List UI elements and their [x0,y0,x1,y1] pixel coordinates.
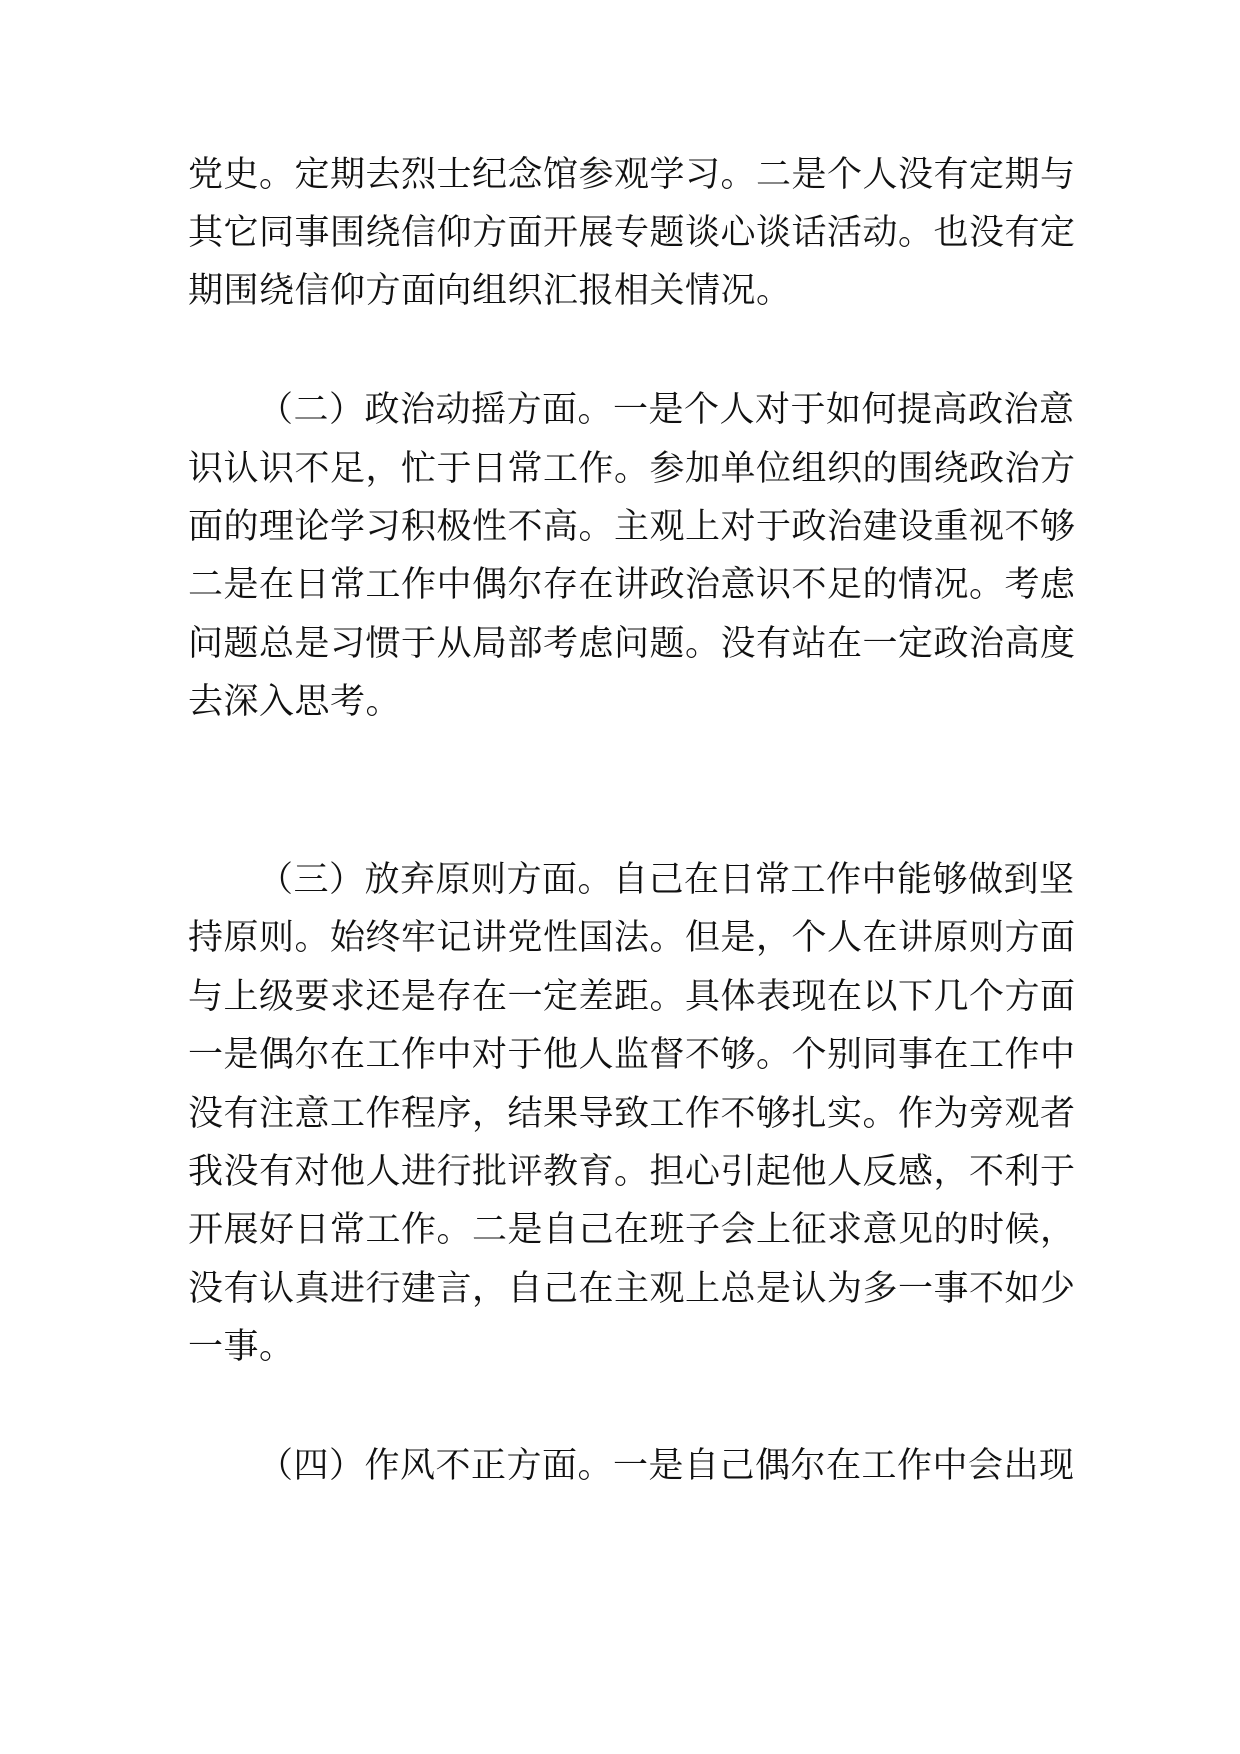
paragraph-3-line-2: 持原则。始终牢记讲党性国法。但是，个人在讲原则方面 [188,918,1076,958]
paragraph-4-line-1: （四）作风不正方面。一是自己偶尔在工作中会出现 [258,1446,1075,1486]
paragraph-3-line-1: （三）放弃原则方面。自己在日常工作中能够做到坚 [258,860,1075,900]
paragraph-2-line-3: 面的理论学习积极性不高。主观上对于政治建设重视不够 [188,507,1076,547]
paragraph-2-line-7 [188,737,1068,785]
paragraph-2-line-6: 去深入思考。 [188,682,402,722]
paragraph-3-line-5: 没有注意工作程序，结果导致工作不够扎实。作为旁观者 [188,1094,1076,1134]
paragraph-2-line-2: 识认识不足，忙于日常工作。参加单位组织的围绕政治方 [188,449,1076,489]
paragraph-3-line-4: 一是偶尔在工作中对于他人监督不够。个别同事在工作中 [188,1035,1076,1075]
paragraph-2-line-5: 问题总是习惯于从局部考虑问题。没有站在一定政治高度 [188,624,1076,664]
paragraph-2-line-1: （二）政治动摇方面。一是个人对于如何提高政治意 [258,390,1075,430]
paragraph-3-line-7: 开展好日常工作。二是自己在班子会上征求意见的时候， [188,1210,1076,1250]
paragraph-3-line-8: 没有认真进行建言，自己在主观上总是认为多一事不如少 [188,1269,1076,1309]
paragraph-1-line-2: 其它同事围绕信仰方面开展专题谈心谈话活动。也没有定 [188,213,1076,253]
paragraph-1-line-1: 党史。定期去烈士纪念馆参观学习。二是个人没有定期与 [188,155,1076,195]
paragraph-3-line-3: 与上级要求还是存在一定差距。具体表现在以下几个方面 [188,977,1076,1017]
paragraph-3-line-9: 一事。 [188,1327,295,1367]
paragraph-1-line-3: 期围绕信仰方面向组织汇报相关情况。 [188,271,792,311]
paragraph-2-line-4: 二是在日常工作中偶尔存在讲政治意识不足的情况。考虑 [188,565,1076,605]
paragraph-3-line-6: 我没有对他人进行批评教育。担心引起他人反感，不利于 [188,1152,1076,1192]
